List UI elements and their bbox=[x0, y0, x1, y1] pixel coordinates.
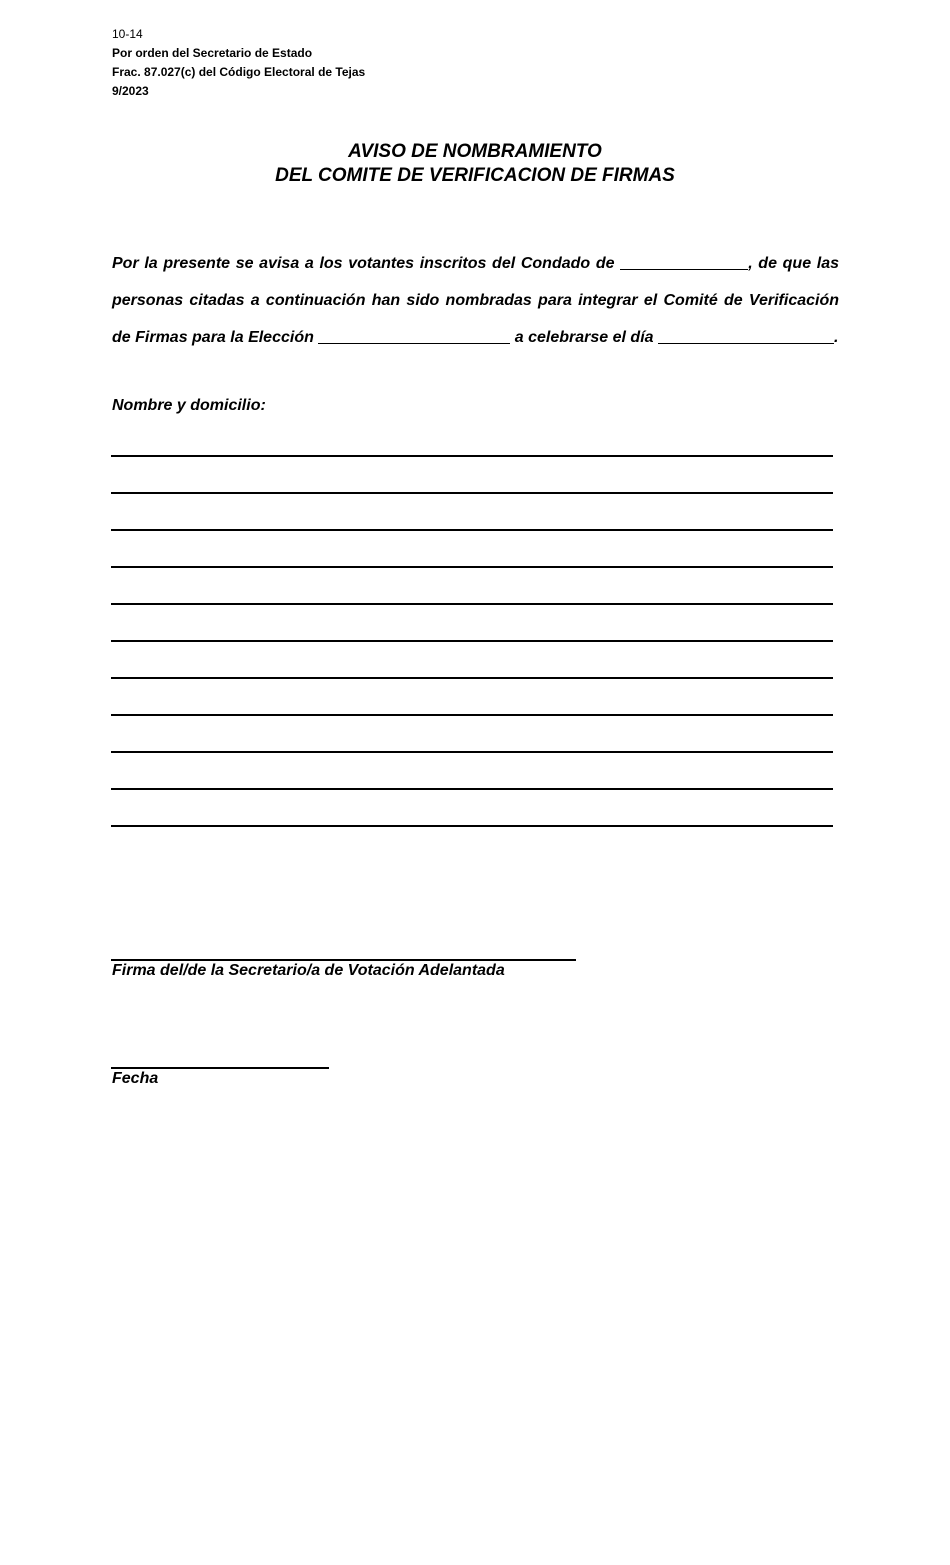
name-address-line[interactable] bbox=[111, 455, 833, 457]
name-address-line[interactable] bbox=[111, 603, 833, 605]
name-address-line[interactable] bbox=[111, 825, 833, 827]
form-number: 10-14 bbox=[112, 27, 143, 41]
name-address-line[interactable] bbox=[111, 714, 833, 716]
date-label: Fecha bbox=[112, 1070, 159, 1087]
title-line-2: DEL COMITE DE VERIFICACION DE FIRMAS bbox=[275, 165, 675, 186]
form-header bbox=[112, 25, 365, 101]
name-address-line[interactable] bbox=[111, 640, 833, 642]
names-label: Nombre y domicilio: bbox=[112, 397, 266, 414]
authority-line: Por orden del Secretario de Estado bbox=[112, 46, 313, 60]
election-date-blank[interactable] bbox=[658, 327, 834, 344]
code-reference: Frac. 87.027(c) del Código Electoral de Tejas bbox=[112, 65, 366, 79]
intro-text-3: a celebrarse el día bbox=[514, 329, 654, 346]
intro-text-1: Por la presente se avisa a los votantes inscritos del Condado de bbox=[112, 255, 615, 272]
name-address-line[interactable] bbox=[111, 566, 833, 568]
name-address-line[interactable] bbox=[111, 492, 833, 494]
intro-text-2: , de que las personas citadas a continuación han sido nombradas para integrar el Comité de Verificación de Firmas para la Elección bbox=[112, 255, 839, 346]
county-blank[interactable] bbox=[620, 253, 748, 270]
document-title bbox=[0, 140, 950, 188]
date-line[interactable] bbox=[111, 1067, 329, 1069]
name-address-line[interactable] bbox=[111, 677, 833, 679]
revision-date: 9/2023 bbox=[112, 84, 149, 98]
name-address-line[interactable] bbox=[111, 529, 833, 531]
intro-paragraph bbox=[112, 245, 839, 356]
intro-text-4: . bbox=[834, 329, 839, 346]
election-blank[interactable] bbox=[318, 327, 510, 344]
name-address-line[interactable] bbox=[111, 751, 833, 753]
signature-line[interactable] bbox=[111, 959, 576, 961]
name-address-line[interactable] bbox=[111, 788, 833, 790]
signature-label: Firma del/de la Secretario/a de Votación Adelantada bbox=[112, 962, 505, 979]
title-line-1: AVISO DE NOMBRAMIENTO bbox=[348, 141, 602, 162]
